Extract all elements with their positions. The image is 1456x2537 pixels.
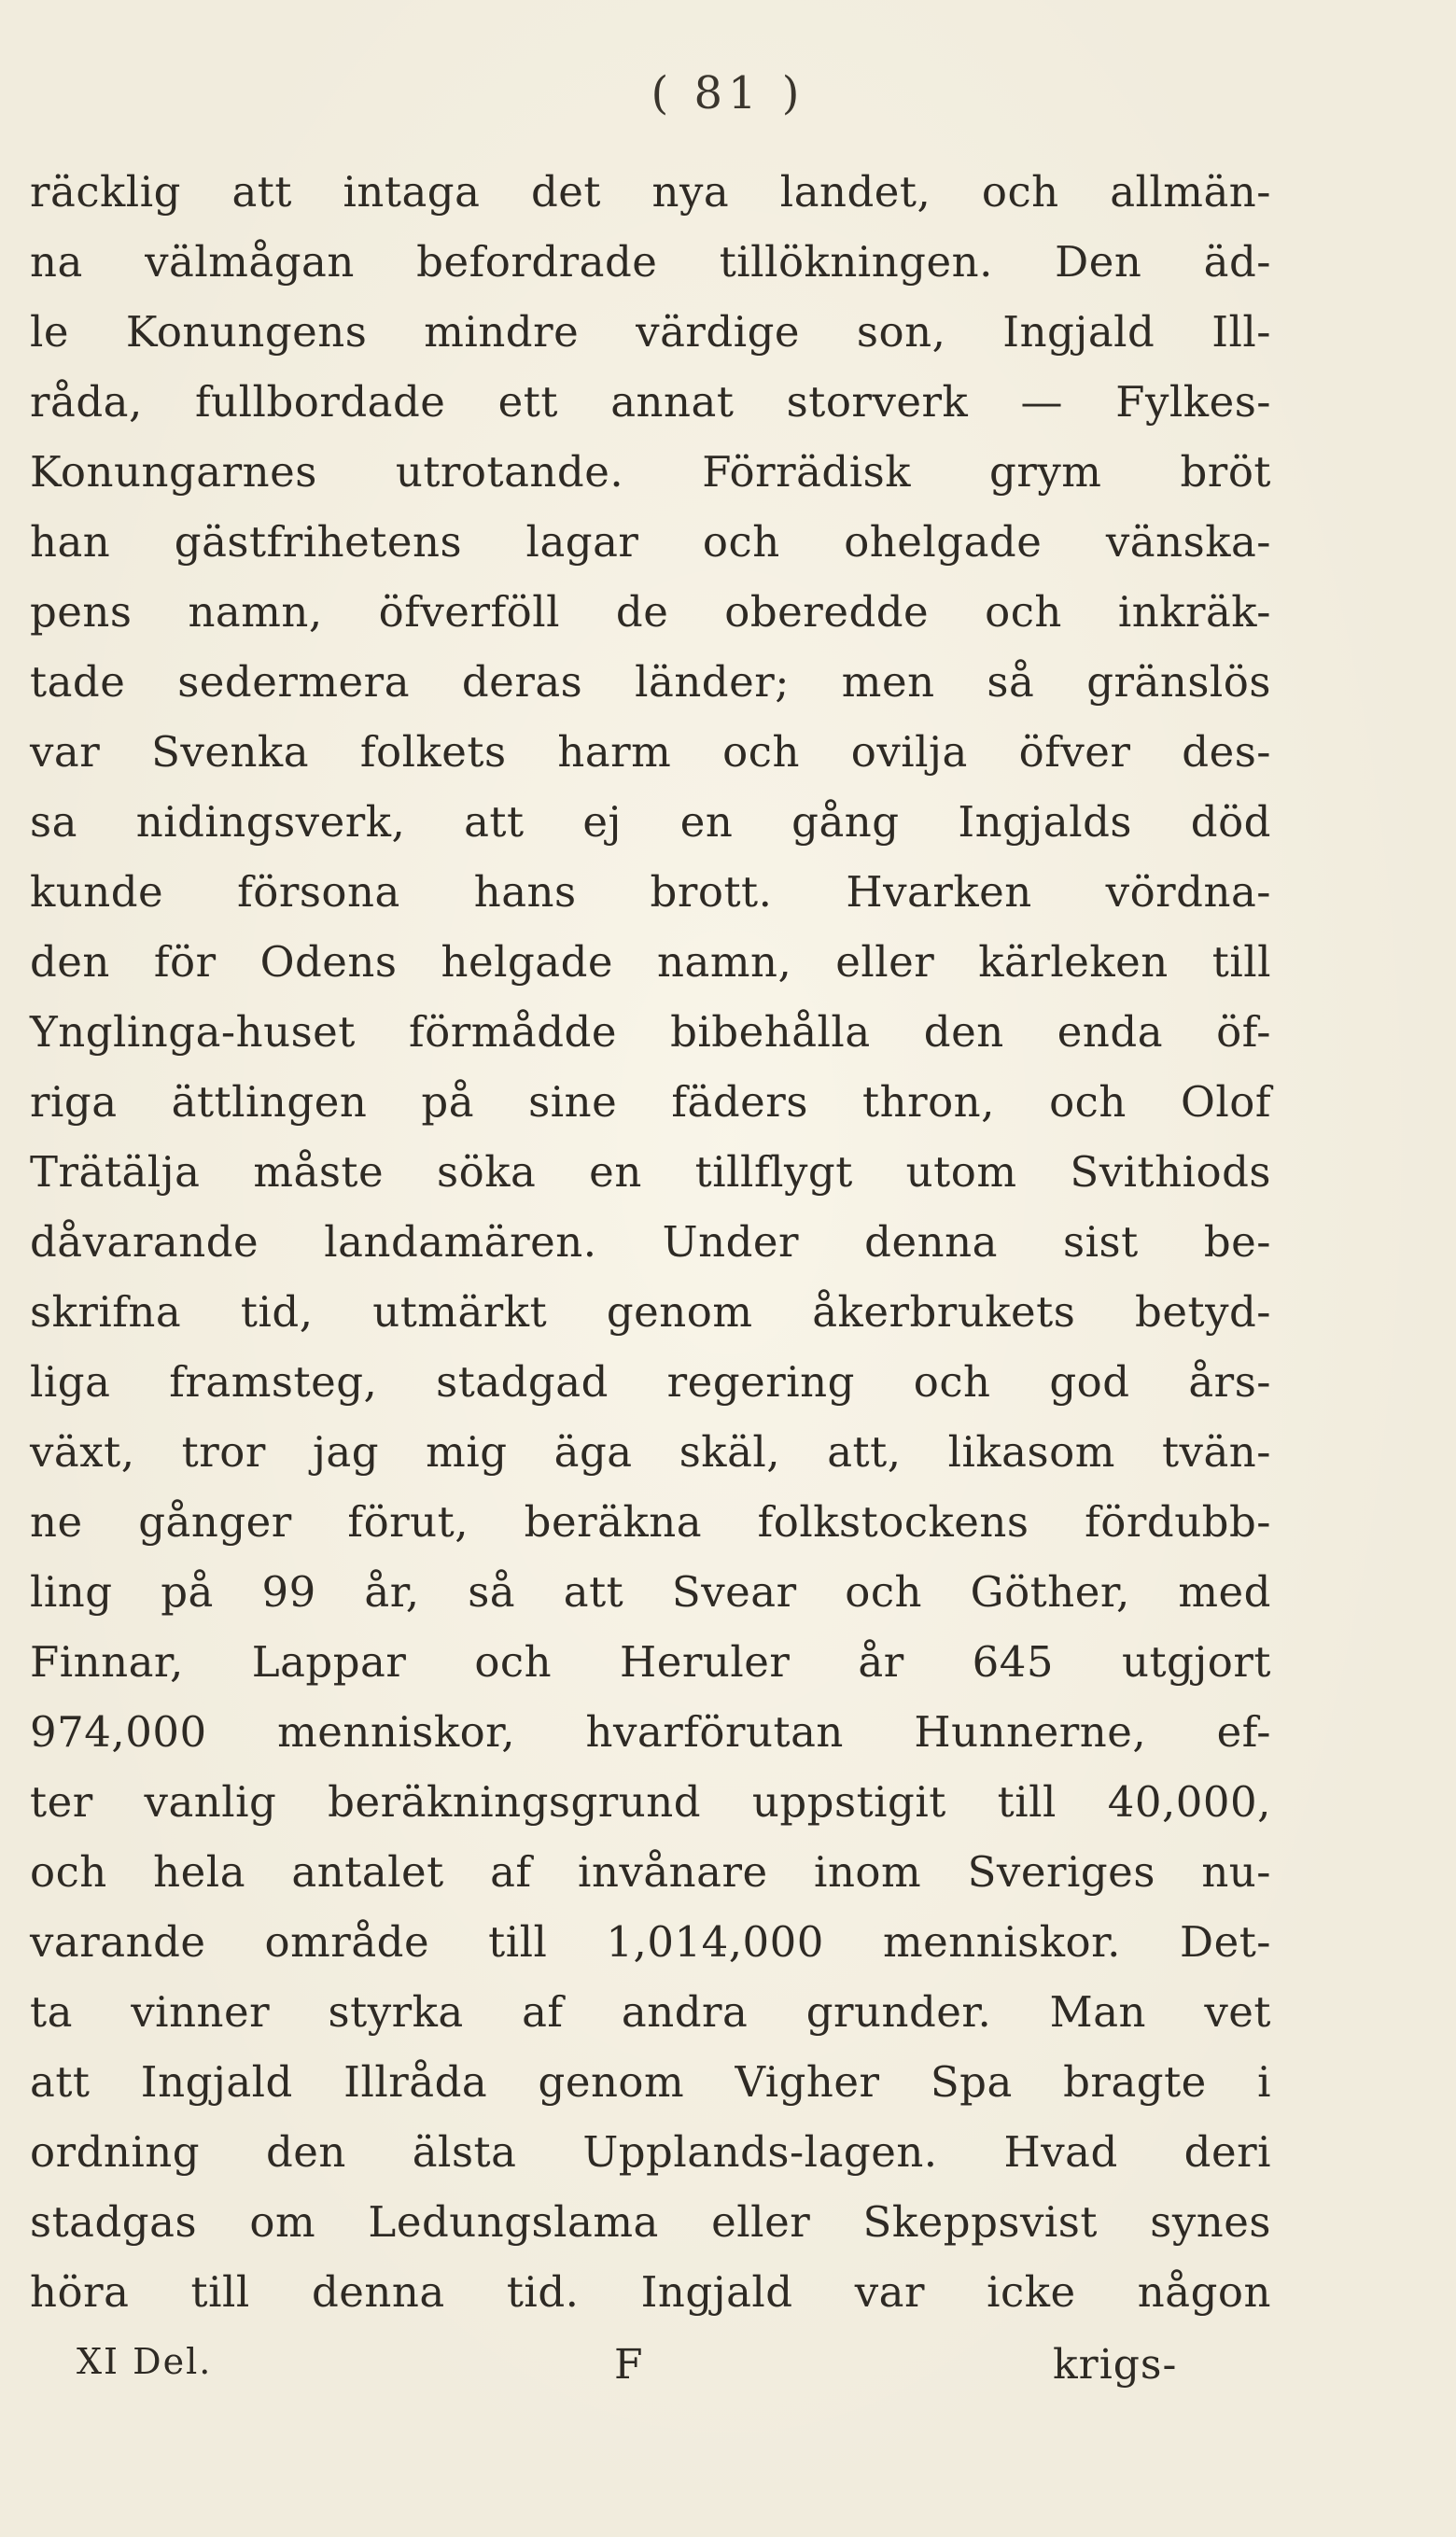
text-line: och hela antalet af invånare inom Sveriges nu- <box>30 1847 1271 1897</box>
text-line: tade sedermera deras länder; men så gränslös <box>30 657 1271 707</box>
text-line: skrifna tid, utmärkt genom åkerbrukets betyd- <box>30 1287 1271 1337</box>
page-number: ( 81 ) <box>651 67 805 119</box>
text-line: varande område till 1,014,000 menniskor. Det- <box>30 1917 1271 1967</box>
text-line: ta vinner styrka af andra grunder. Man vet <box>30 1987 1271 2037</box>
body-text <box>30 157 1271 2327</box>
text-line: att Ingjald Illråda genom Vigher Spa bragte i <box>30 2057 1271 2107</box>
text-line: liga framsteg, stadgad regering och god års- <box>30 1357 1271 1407</box>
text-line: Finnar, Lappar och Heruler år 645 utgjort <box>30 1637 1271 1687</box>
text-line: ne gånger förut, beräkna folkstockens fördubb- <box>30 1497 1271 1547</box>
text-line: kunde försona hans brott. Hvarken vördna- <box>30 867 1271 917</box>
text-line: 974,000 menniskor, hvarförutan Hunnerne, ef- <box>30 1707 1271 1757</box>
text-line: räcklig att intaga det nya landet, och allmän- <box>30 167 1271 217</box>
text-line: Trätälja måste söka en tillflygt utom Svithiods <box>30 1147 1271 1197</box>
text-line: ling på 99 år, så att Svear och Göther, med <box>30 1567 1271 1617</box>
text-line: Konungarnes utrotande. Förrädisk grym bröt <box>30 447 1271 497</box>
text-line: na välmågan befordrade tillökningen. Den äd- <box>30 237 1271 287</box>
text-line: dåvarande landamären. Under denna sist be- <box>30 1217 1271 1267</box>
text-line: ter vanlig beräkningsgrund uppstigit till 40,000, <box>30 1777 1271 1827</box>
text-line: pens namn, öfverföll de oberedde och inkräk- <box>30 587 1271 637</box>
text-line: växt, tror jag mig äga skäl, att, likasom tvän- <box>30 1427 1271 1477</box>
text-line: råda, fullbordade ett annat storverk — Fylkes- <box>30 377 1271 427</box>
text-line: den för Odens helgade namn, eller kärleken till <box>30 937 1271 987</box>
text-line: stadgas om Ledungslama eller Skeppsvist synes <box>30 2197 1271 2247</box>
text-line: riga ättlingen på sine fäders thron, och Olof <box>30 1077 1271 1127</box>
page-footer <box>35 2341 1239 2406</box>
text-line: ordning den älsta Upplands-lagen. Hvad deri <box>30 2127 1271 2177</box>
text-line: Ynglinga-huset förmådde bibehålla den enda öf- <box>30 1007 1271 1057</box>
volume-signature: XI Del. <box>77 2341 213 2382</box>
text-line: sa nidingsverk, att ej en gång Ingjalds död <box>30 797 1271 847</box>
text-line: höra till denna tid. Ingjald var icke någon <box>30 2267 1271 2317</box>
text-line: han gästfrihetens lagar och ohelgade vänska- <box>30 517 1271 567</box>
sheet-signature: F <box>614 2341 643 2389</box>
catchword: krigs- <box>1053 2341 1178 2389</box>
text-line: le Konungens mindre värdige son, Ingjald Ill- <box>30 307 1271 357</box>
text-line: var Svenka folkets harm och ovilja öfver des- <box>30 727 1271 777</box>
